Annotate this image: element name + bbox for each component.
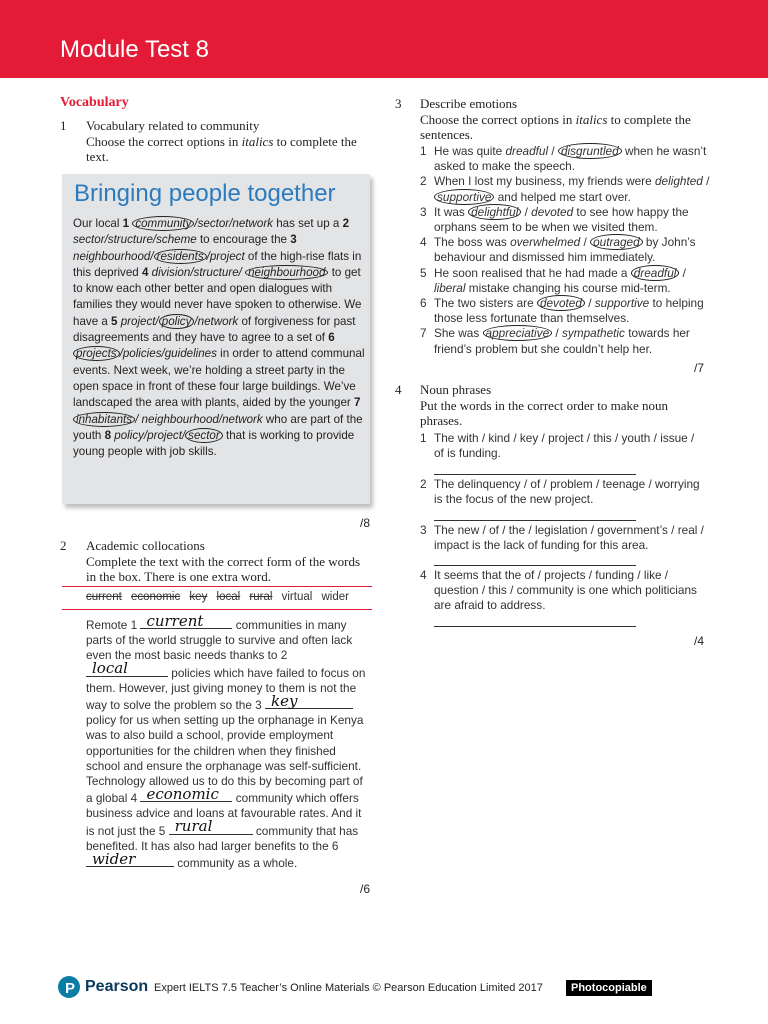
question-4-item-1: 1 The with / kind / key / project / this / youth / issue / of is funding. xyxy=(420,431,695,461)
question-1-heading xyxy=(86,118,376,165)
question-number-3: 3 xyxy=(395,96,402,111)
answer-blank-6[interactable] xyxy=(86,849,174,868)
question-1-instruction: Choose the correct options in italics to complete the text. xyxy=(86,133,357,164)
question-3-title: Describe emotions xyxy=(420,96,518,111)
word-box xyxy=(62,586,372,610)
answer-line-4[interactable] xyxy=(434,626,636,627)
question-4-heading xyxy=(420,382,710,429)
handwritten-answer-4: economic xyxy=(146,785,219,804)
text-box-body: Our local 1 community /sector/network has set up a 2 sector/structure/scheme to encourage the 3 neighbourhood/ residents /project of the high-rise flats in this deprived 4 division/structure/ neighbourhood to get to know each other better and open dialogues with families they would never have spoken to otherwise. We have a 5 project/ policy /network of forgiveness for past disagreements and they have to agree to a set of 6 projects /policies/guidelines in order to attend communal events. Next week, we’re holding a street party in the open space in front of these four large buildings. We’ve landscaped the area with plants, aided by the younger 7 inhabitants / neighbourhood/network who are part of the youth 8 policy/project/ sector that is working to provide young people with job skills. xyxy=(73,217,365,459)
question-3-list xyxy=(420,144,710,357)
handwritten-answer-6: wider xyxy=(92,849,136,868)
photocopiable-badge: Photocopiable xyxy=(566,980,652,996)
list-item: 4 The boss was overwhelmed / outraged by John’s behaviour and dismissed him immediately. xyxy=(420,235,696,265)
question-1-title: Vocabulary related to community xyxy=(86,118,260,133)
svg-text:P: P xyxy=(65,980,76,997)
footer-credit: Expert IELTS 7.5 Teacher’s Online Materials © Pearson Education Limited 2017 xyxy=(154,982,543,994)
list-item: 6 The two sisters are devoted / supportive to helping those less fortunate than themselves. xyxy=(420,296,704,326)
question-1-score: /8 xyxy=(360,516,371,530)
list-item: 5 He soon realised that he had made a dreadful / liberal mistake changing his course mid-term. xyxy=(420,265,686,295)
question-3-instruction: Choose the correct options in italics to complete the sentences. xyxy=(420,111,691,142)
answer-blank-5[interactable] xyxy=(169,817,253,836)
question-2-title: Academic collocations xyxy=(86,538,205,553)
list-item: 1 He was quite dreadful / disgruntled when he wasn’t asked to make the speech. xyxy=(420,144,707,174)
gap-fill-text: Remote 1 current communities in many parts of the world struggle to survive and often lack even the most basic needs thanks to 2 local policies which have failed to focus on them. However, just giving money to them is not the way to solve the problem so the 3 key policy for us when setting up the orphanage in Kenya was to also build a school, provide employment opportunities for the children when they finished school and ensure the orphanage was self-sufficient. Technology allowed us to do this by becoming part of a global 4 economic community which offers business advice and loans at favourable rates. And it is not just the 5 rural community that has benefited. It has also had larger benefits to the 6 wider community as a whole. xyxy=(86,611,366,871)
question-4-instruction: Put the words in the correct order to make noun phrases. xyxy=(420,397,669,428)
question-3-heading xyxy=(420,96,710,143)
answer-line-3[interactable] xyxy=(434,565,636,566)
word-virtual: virtual xyxy=(281,591,313,603)
answer-line-1[interactable] xyxy=(434,474,636,475)
word-local: local xyxy=(216,591,241,603)
pearson-p-icon xyxy=(58,976,80,998)
answer-blank-2[interactable] xyxy=(86,659,168,678)
answer-line-2[interactable] xyxy=(434,520,636,521)
question-4-score: /4 xyxy=(694,634,705,648)
question-number-1: 1 xyxy=(60,118,67,133)
question-4-item-2: 2 The delinquency / of / problem / teenage / worrying is the focus of the new project. xyxy=(420,477,700,507)
word-rural: rural xyxy=(249,591,273,603)
text-box-title: Bringing people together xyxy=(74,180,336,207)
question-4-item-4: 4 It seems that the of / projects / funding / like / question / this / community is one which politicians are afraid to address. xyxy=(420,568,697,613)
list-item: 3 It was delightful / devoted to see how happy the orphans seem to be when we visited them. xyxy=(420,204,689,235)
handwritten-answer-5: rural xyxy=(174,817,213,836)
handwritten-answer-3: key xyxy=(271,691,298,710)
page-header xyxy=(0,0,768,78)
page-title: Module Test 8 xyxy=(60,36,209,63)
section-title-vocabulary: Vocabulary xyxy=(60,95,129,110)
word-wider: wider xyxy=(321,591,349,603)
question-2-instruction: Complete the text with the correct form of the words in the box. There is one extra word. xyxy=(86,553,361,584)
question-number-2: 2 xyxy=(60,538,67,553)
list-item: 7 She was appreciative / sympathetic towards her friend’s problem but she couldn’t help her. xyxy=(420,326,690,356)
word-current: current xyxy=(86,591,122,603)
answer-blank-1[interactable] xyxy=(140,611,232,630)
word-key: key xyxy=(189,591,208,603)
question-2-heading xyxy=(86,538,371,585)
question-number-4: 4 xyxy=(395,382,402,397)
question-4-title: Noun phrases xyxy=(420,382,492,397)
answer-blank-3[interactable] xyxy=(265,691,353,710)
question-3-score: /7 xyxy=(694,361,705,375)
question-4-item-3: 3 The new / of / the / legislation / government’s / real / impact is the lack of funding for this area. xyxy=(420,523,704,553)
handwritten-answer-1: current xyxy=(146,611,204,630)
reading-text-box xyxy=(62,174,370,504)
list-item: 2 When I lost my business, my friends were delighted / supportive and helped me start over. xyxy=(420,174,710,204)
handwritten-answer-2: local xyxy=(92,659,128,678)
pearson-wordmark: Pearson xyxy=(85,978,149,995)
page-footer xyxy=(0,968,768,1008)
pearson-logo-icon xyxy=(58,976,80,998)
answer-blank-4[interactable] xyxy=(140,785,232,804)
word-economic: economic xyxy=(131,591,181,603)
question-2-score: /6 xyxy=(360,882,371,896)
